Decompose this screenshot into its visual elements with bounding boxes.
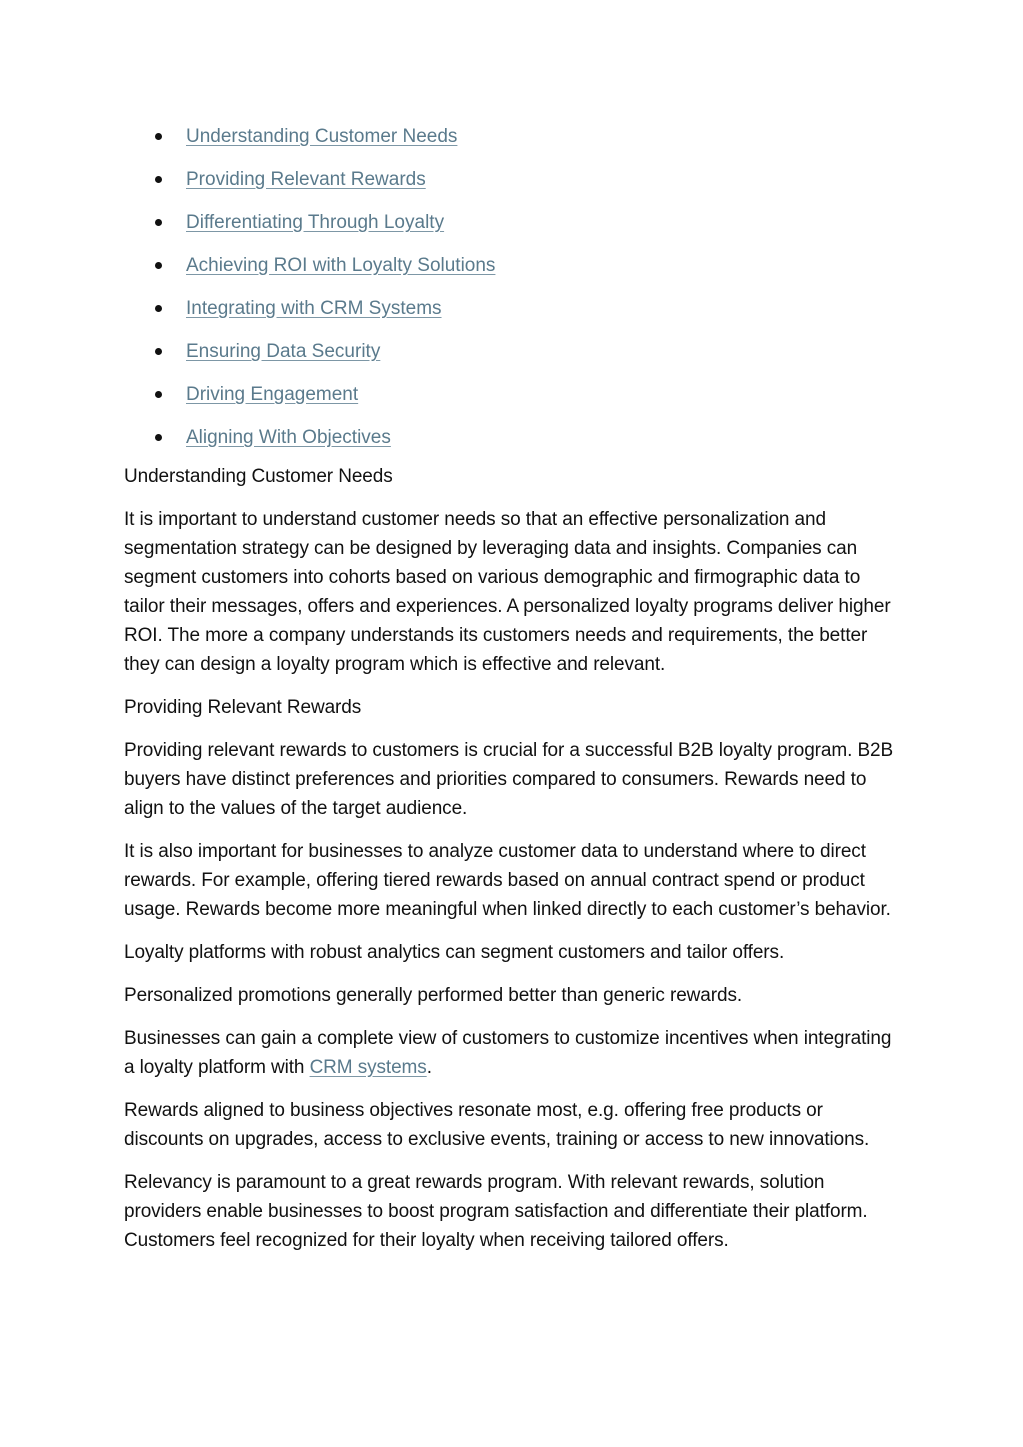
paragraph: Loyalty platforms with robust analytics can segment customers and tailor offers. — [124, 942, 785, 963]
paragraph: It is important to understand customer needs so that an effective personalization and segmentation strategy can be designed by leveraging data and insights. Companies can segment customers into cohorts based on various demographic and firmographic data to tailor their messages, offers and experiences. A personalized loyalty programs deliver higher ROI. The more a company understands its customers needs and requirements, the better they can design a loyalty program which is effective and relevant. — [124, 509, 891, 675]
toc-item-integrating-crm — [124, 290, 904, 333]
crm-systems-link[interactable]: CRM systems — [309, 1057, 427, 1078]
paragraph: Relevancy is paramount to a great rewards program. With relevant rewards, solution providers enable businesses to boost program satisfaction and differentiate their platform. Customers feel recognized for their loyalty when receiving tailored offers. — [124, 1172, 868, 1251]
bullet-icon — [155, 219, 162, 226]
toc-link-understanding-customer-needs[interactable]: Understanding Customer Needs — [186, 126, 458, 147]
toc-item-aligning-with-objectives — [124, 419, 904, 462]
bullet-icon — [155, 434, 162, 441]
section-heading-understanding-customer-needs: Understanding Customer Needs — [124, 466, 393, 487]
paragraph: Rewards aligned to business objectives resonate most, e.g. offering free products or discounts on upgrades, access to exclusive events, training or access to new innovations. — [124, 1100, 870, 1150]
paragraph-text: . — [426, 1057, 432, 1078]
section-heading-providing-relevant-rewards: Providing Relevant Rewards — [124, 697, 362, 718]
bullet-icon — [155, 176, 162, 183]
toc-link-integrating-crm[interactable]: Integrating with CRM Systems — [186, 298, 442, 319]
toc-link-aligning-with-objectives[interactable]: Aligning With Objectives — [186, 427, 391, 448]
toc-item-understanding-customer-needs — [124, 118, 904, 161]
toc-item-providing-relevant-rewards — [124, 161, 904, 204]
paragraph: It is also important for businesses to analyze customer data to understand where to direct rewards. For example, offering tiered rewards based on annual contract spend or product usage. Rewards become more meaningful when linked directly to each customer’s behavior. — [124, 841, 891, 920]
table-of-contents — [124, 118, 904, 462]
toc-item-driving-engagement — [124, 376, 904, 419]
paragraph: Providing relevant rewards to customers is crucial for a successful B2B loyalty program. B2B buyers have distinct preferences and priorities compared to consumers. Rewards need to align to the values of the target audience. — [124, 740, 894, 819]
toc-item-achieving-roi — [124, 247, 904, 290]
bullet-icon — [155, 305, 162, 312]
toc-link-driving-engagement[interactable]: Driving Engagement — [186, 384, 359, 405]
paragraph: Personalized promotions generally performed better than generic rewards. — [124, 985, 743, 1006]
paragraph-text: Businesses can gain a complete view of customers to customize incentives when integrating a loyalty platform with — [124, 1028, 892, 1078]
paragraph-with-link — [124, 1024, 904, 1082]
document-page — [124, 118, 904, 1269]
toc-link-achieving-roi[interactable]: Achieving ROI with Loyalty Solutions — [186, 255, 496, 276]
bullet-icon — [155, 348, 162, 355]
toc-item-ensuring-data-security — [124, 333, 904, 376]
toc-item-differentiating-through-loyalty — [124, 204, 904, 247]
toc-link-differentiating-through-loyalty[interactable]: Differentiating Through Loyalty — [186, 212, 445, 233]
bullet-icon — [155, 262, 162, 269]
bullet-icon — [155, 391, 162, 398]
toc-link-providing-relevant-rewards[interactable]: Providing Relevant Rewards — [186, 169, 426, 190]
bullet-icon — [155, 133, 162, 140]
toc-link-ensuring-data-security[interactable]: Ensuring Data Security — [186, 341, 381, 362]
